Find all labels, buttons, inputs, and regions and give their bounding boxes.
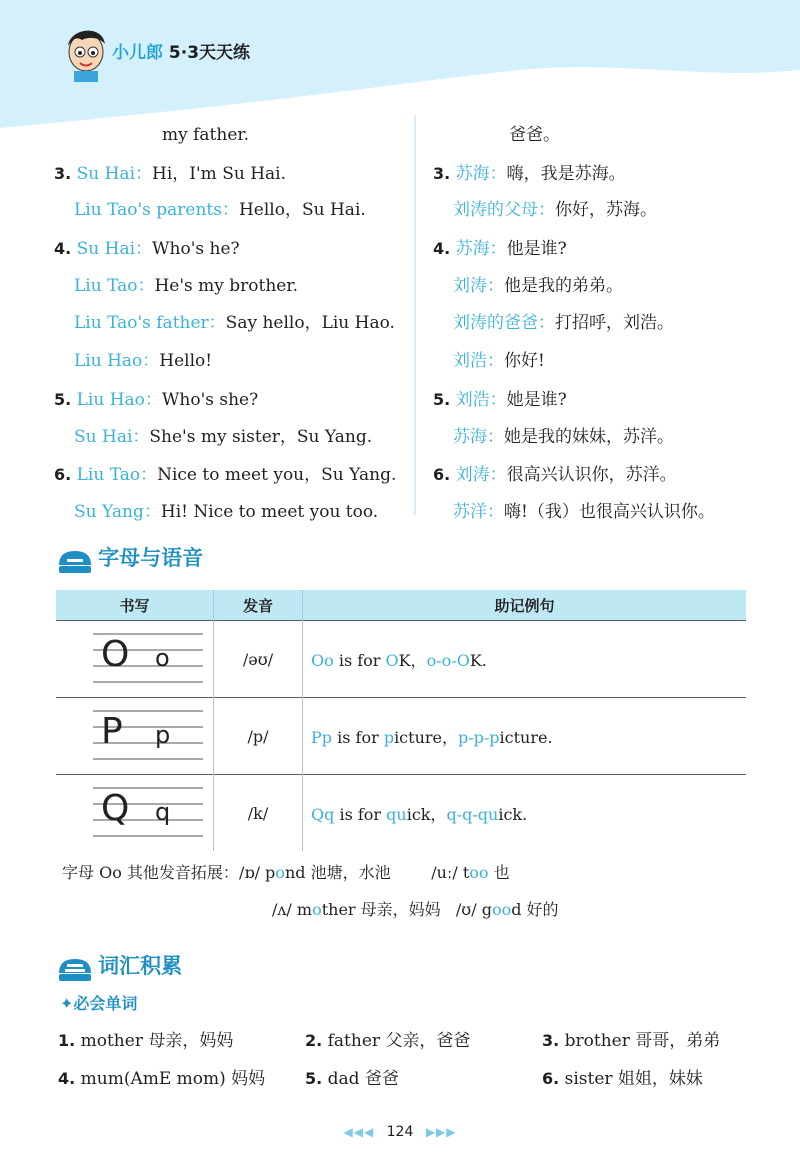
highlight-letters: o-o-O <box>426 650 470 670</box>
highlight-letters: Oo <box>311 650 334 670</box>
vocab-subtitle: ✦必会单词 <box>60 994 138 1013</box>
dialog-line <box>433 494 773 532</box>
example-sentence-cell <box>303 698 747 775</box>
speaker-name: 刘涛的父母： <box>453 200 555 221</box>
brand-name: 小儿郎 <box>112 43 163 63</box>
next-arrows-icon: ▶▶▶ <box>425 1125 457 1139</box>
highlight-letters: q-q-qu <box>446 804 499 824</box>
dialog-text: Hello，Su Hai. <box>238 200 366 221</box>
column-divider <box>414 115 416 515</box>
section-one-icon <box>57 547 93 575</box>
sentence-text: is for <box>332 727 384 747</box>
dialog-text: Hi，I'm Su Hai. <box>152 163 287 184</box>
speaker-name: 刘浩： <box>455 389 507 410</box>
highlight-letters: qu <box>386 804 407 824</box>
right-dialog-column <box>433 117 773 532</box>
dialog-text: Hi! Nice to meet you too. <box>160 501 379 522</box>
speaker-name: Liu Tao's father： <box>74 313 226 334</box>
vocab-text: dad 爸爸 <box>327 1069 399 1089</box>
brand-series: 5·3天天练 <box>168 43 251 63</box>
vocab-num: 4. <box>58 1069 76 1088</box>
uppercase-letter: O <box>101 634 130 675</box>
header-pronunciation: 发音 <box>214 590 303 621</box>
dialog-line <box>433 343 773 381</box>
letter-writing-cell <box>56 698 214 775</box>
table-row <box>56 698 746 775</box>
speaker-name: Liu Tao： <box>74 275 155 296</box>
highlight-letters: p-p-p <box>458 727 500 747</box>
four-line-grid <box>93 624 203 690</box>
speaker-name: Su Yang： <box>74 501 161 522</box>
extension-text: p <box>265 863 276 882</box>
letter-writing-cell <box>56 775 214 852</box>
vocab-item <box>58 1030 233 1052</box>
sentence-text: K. <box>469 650 487 670</box>
dialog-number: 4. <box>433 239 451 259</box>
lowercase-letter: o <box>155 644 170 672</box>
vocab-text: brother 哥哥，弟弟 <box>564 1031 721 1051</box>
dialog-number: 4. <box>54 239 72 259</box>
extension-text: /ʌ/ m <box>272 900 313 919</box>
dialog-text: 嗨!（我）也很高兴认识你。 <box>504 501 715 522</box>
sentence-text: icture， <box>394 727 458 747</box>
dialog-text: 她是我的妹妹，苏洋。 <box>504 426 674 447</box>
dialog-line <box>433 117 773 155</box>
dialog-text: He's my brother. <box>154 275 299 296</box>
highlight-letters: p <box>383 727 395 747</box>
section-letters-heading <box>57 542 203 575</box>
lowercase-letter: p <box>155 721 171 749</box>
speaker-name: Liu Tao's parents： <box>74 200 239 221</box>
dialog-line <box>54 230 409 268</box>
extension-label: 字母 Oo 其他发音拓展： <box>62 863 239 882</box>
dialog-line <box>54 419 409 457</box>
dialog-text: She's my sister，Su Yang. <box>149 426 373 447</box>
header-writing: 书写 <box>56 590 214 621</box>
highlight-letters: Pp <box>311 727 333 747</box>
highlight-letters: o <box>275 863 285 882</box>
speaker-name: 刘涛： <box>453 275 504 296</box>
extension-line-1 <box>62 862 510 884</box>
highlight-letters: Qq <box>311 804 335 824</box>
phonetic-cell: /əʊ/ <box>214 621 303 698</box>
speaker-name: Su Hai： <box>74 426 150 447</box>
section-vocab-title: 词汇积累 <box>98 954 183 978</box>
dialog-text: 嗨，我是苏海。 <box>506 163 626 184</box>
extension-text: d 好的 <box>511 900 559 919</box>
speaker-name: 苏海： <box>455 163 507 184</box>
dialog-text: Who's she? <box>161 389 259 410</box>
dialog-number: 3. <box>54 163 72 183</box>
dialog-text: Hello! <box>159 351 213 372</box>
speaker-name: 刘浩： <box>453 351 504 372</box>
sentence-text: is for <box>333 650 386 670</box>
vocab-num: 1. <box>58 1031 76 1050</box>
speaker-name: 苏海： <box>455 239 507 260</box>
speaker-name: Su Hai： <box>76 163 153 184</box>
uppercase-letter: P <box>101 711 123 752</box>
dialog-line <box>433 381 773 419</box>
extension-text: 也 <box>488 863 510 882</box>
vocab-item <box>58 1068 265 1090</box>
header-example: 助记例句 <box>303 590 747 621</box>
extension-text: ther 母亲，妈妈 /ʊ/ g <box>321 900 492 919</box>
prev-arrows-icon: ◀◀◀ <box>343 1125 375 1139</box>
extension-line-2 <box>272 899 559 921</box>
speaker-name: 苏海： <box>453 426 504 447</box>
section-letters-title: 字母与语音 <box>98 546 204 570</box>
speaker-name: Liu Tao： <box>76 465 158 486</box>
vocab-item <box>542 1030 720 1052</box>
page-footer <box>0 1124 800 1140</box>
table-row <box>56 775 746 852</box>
table-row <box>56 621 746 698</box>
sentence-text: icture. <box>499 727 553 747</box>
lowercase-letter: q <box>155 798 171 826</box>
speaker-name: 刘涛的爸爸： <box>453 313 555 334</box>
header-band <box>0 0 800 130</box>
vocab-item <box>305 1030 470 1052</box>
speaker-name: Liu Hao： <box>74 351 160 372</box>
dialog-number: 5. <box>54 389 72 409</box>
dialog-text: Say hello，Liu Hao. <box>225 313 395 334</box>
extension-text: /ɒ/ <box>238 863 266 882</box>
phonetic-cell: /p/ <box>214 698 303 775</box>
example-sentence-cell <box>303 775 747 852</box>
sentence-text: ick， <box>406 804 447 824</box>
vocab-num: 3. <box>542 1031 560 1050</box>
dialog-line <box>433 419 773 457</box>
dialog-text: Who's he? <box>152 239 240 260</box>
dialog-line <box>54 117 409 155</box>
letter-writing-cell <box>56 621 214 698</box>
letters-table <box>56 590 746 851</box>
four-line-grid <box>93 778 203 844</box>
page-number: 124 <box>386 1124 414 1140</box>
highlight-letters: o <box>312 900 322 919</box>
dialog-line <box>54 343 409 381</box>
dialog-number: 5. <box>433 389 451 409</box>
vocab-text: sister 姐姐，妹妹 <box>564 1069 703 1089</box>
dialog-number: 6. <box>54 465 72 485</box>
highlight-letters: oo <box>469 863 489 882</box>
sentence-text: K， <box>398 650 427 670</box>
sentence-text: ick. <box>498 804 528 824</box>
four-line-grid <box>93 701 203 767</box>
dialog-text: 很高兴认识你，苏洋。 <box>506 465 677 486</box>
dialog-number: 3. <box>433 163 451 183</box>
dialog-line <box>433 230 773 268</box>
vocab-text: father 父亲，爸爸 <box>327 1031 471 1051</box>
vocab-num: 2. <box>305 1031 323 1050</box>
highlight-letters: O <box>385 650 399 670</box>
dialog-text: 她是谁? <box>506 389 567 410</box>
speaker-name: Su Hai： <box>76 239 153 260</box>
dialog-text: 打招呼，刘浩。 <box>555 313 674 334</box>
speaker-name: 苏洋： <box>453 501 504 522</box>
extension-text: nd 池塘，水池 <box>284 863 391 882</box>
table-header-row <box>56 590 746 621</box>
example-sentence-cell <box>303 621 747 698</box>
dialog-line <box>54 192 409 230</box>
section-vocab-heading <box>57 950 182 983</box>
vocab-text: mum(AmE mom) 妈妈 <box>80 1069 266 1089</box>
dialog-text: 你好，苏海。 <box>555 200 657 221</box>
dialog-line <box>54 305 409 343</box>
dialog-line <box>54 494 409 532</box>
left-dialog-column <box>54 117 409 532</box>
dialog-line <box>433 305 773 343</box>
dialog-text: my father. <box>162 125 250 145</box>
dialog-line <box>54 381 409 419</box>
dialog-text: 你好! <box>504 351 545 372</box>
dialog-line <box>54 155 409 193</box>
vocab-item <box>305 1068 399 1090</box>
brand-title <box>112 38 250 63</box>
phonetic-cell: /k/ <box>214 775 303 852</box>
dialog-text: 他是谁? <box>506 239 567 260</box>
dialog-line <box>433 192 773 230</box>
dialog-line <box>433 268 773 306</box>
dialog-line <box>433 155 773 193</box>
dialog-text: Nice to meet you，Su Yang. <box>157 465 397 486</box>
dialog-line <box>54 268 409 306</box>
dialog-text: 他是我的弟弟。 <box>504 275 623 296</box>
dialog-text: 爸爸。 <box>509 125 560 145</box>
dialog-number: 6. <box>433 465 451 485</box>
highlight-letters: oo <box>491 900 512 919</box>
vocab-num: 6. <box>542 1069 560 1088</box>
vocab-item <box>542 1068 703 1090</box>
vocab-text: mother 母亲，妈妈 <box>80 1031 234 1051</box>
extension-text: /uː/ t <box>390 863 470 882</box>
dialog-line <box>54 456 409 494</box>
vocab-num: 5. <box>305 1069 323 1088</box>
uppercase-letter: Q <box>101 788 130 829</box>
speaker-name: 刘涛： <box>455 465 507 486</box>
speaker-name: Liu Hao： <box>76 389 162 410</box>
sentence-text: is for <box>334 804 387 824</box>
section-two-icon <box>57 955 93 983</box>
boy-mascot-icon <box>60 22 112 82</box>
dialog-line <box>433 456 773 494</box>
